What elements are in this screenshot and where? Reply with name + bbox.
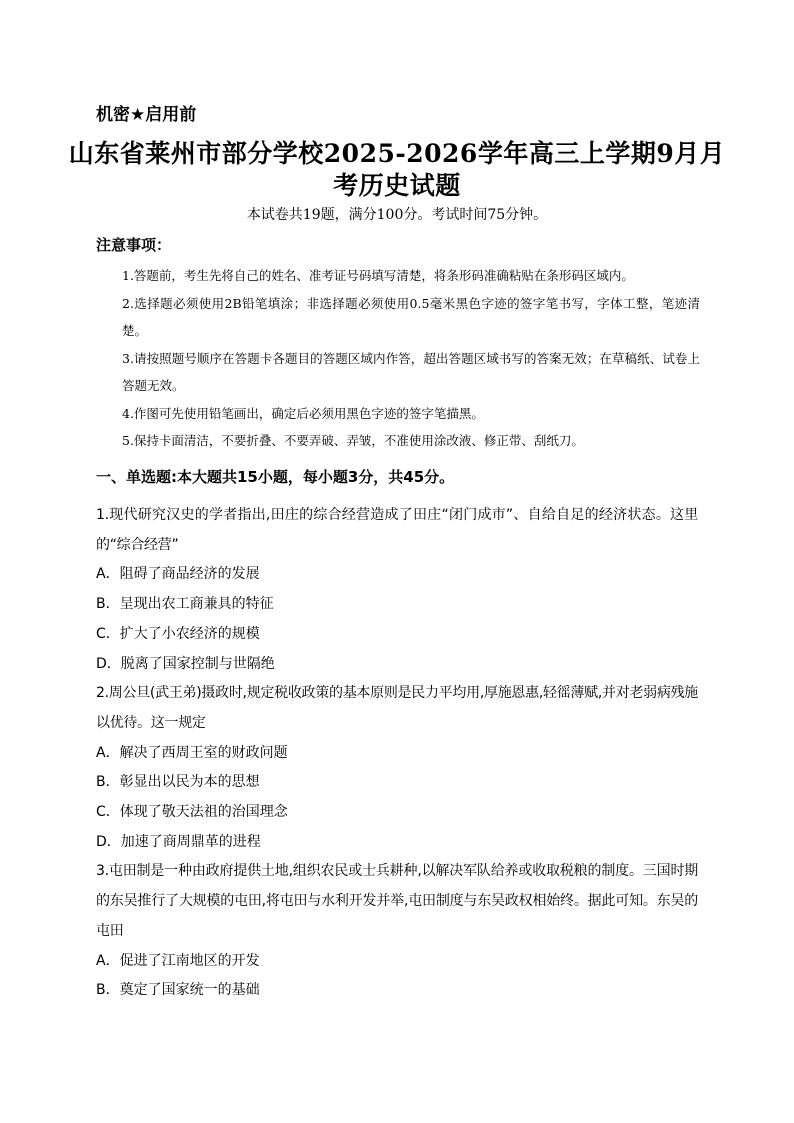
notice-list <box>122 262 700 455</box>
option-a: A．解决了西周王室的财政问题 <box>96 744 288 761</box>
notice-item: 2.选择题必须使用2B铅笔填涂；非选择题必须使用0.5毫米黑色字迹的签字笔书写，字体工整，笔迹清楚。 <box>122 295 700 338</box>
option-b: B．呈现出农工商兼具的特征 <box>96 596 274 613</box>
notice-item: 3.请按照题号顺序在答题卡各题目的答题区域内作答，超出答题区域书写的答案无效；在草稿纸、试卷上答题无效。 <box>122 350 700 393</box>
question-list <box>96 501 698 1006</box>
option-a: A．促进了江南地区的开发 <box>96 952 260 969</box>
option-d: D．加速了商周鼎革的进程 <box>96 833 261 850</box>
section-heading: 一、单选题:本大题共15小题，每小题3分，共45分。 <box>96 468 455 486</box>
question-stem: 1.现代研究汉史的学者指出,田庄的综合经营造成了田庄“闭门成市”、自给自足的经济状态。这里的“综合经营” <box>96 507 698 553</box>
exam-title-line1: 山东省莱州市部分学校2025-2026学年高三上学期9月月 <box>68 139 726 168</box>
notice-item: 4.作图可先使用铅笔画出，确定后必须用黑色字迹的签字笔描黑。 <box>122 405 484 421</box>
secret-mark: 机密★启用前 <box>96 105 197 125</box>
option-b: B．奠定了国家统一的基础 <box>96 982 260 999</box>
option-c: C．扩大了小农经济的规模 <box>96 625 260 642</box>
question-2 <box>96 679 698 857</box>
option-d: D．脱离了国家控制与世隔绝 <box>96 655 275 672</box>
question-stem: 3.屯田制是一种由政府提供土地,组织农民或士兵耕种,以解决军队给养或收取税粮的制度。三国时期的东吴推行了大规模的屯田,将屯田与水利开发并举,屯田制度与东吴政权相始终。据此可知。东吴的屯田 <box>96 863 698 939</box>
exam-title-line2: 考历史试题 <box>333 171 461 200</box>
question-3 <box>96 857 698 1006</box>
question-stem: 2.周公旦(武王弟)摄政时,规定税收政策的基本原则是民力平均用,厚施恩惠,轻徭薄赋,并对老弱病残施以优待。这一规定 <box>96 685 698 731</box>
option-a: A．阻碍了商品经济的发展 <box>96 566 260 583</box>
exam-subtitle: 本试卷共19题，满分100分。考试时间75分钟。 <box>246 207 548 223</box>
question-1 <box>96 501 698 679</box>
option-b: B．彰显出以民为本的思想 <box>96 774 260 791</box>
notice-item: 5.保持卡面清洁，不要折叠、不要弄破、弄皱，不准使用涂改液、修正带、刮纸刀。 <box>122 433 584 448</box>
notice-item: 1.答题前，考生先将自己的姓名、准考证号码填写清楚，将条形码准确粘贴在条形码区域内。 <box>122 268 634 283</box>
notice-heading: 注意事项： <box>96 236 172 254</box>
option-c: C．体现了敬天法祖的治国理念 <box>96 804 288 821</box>
